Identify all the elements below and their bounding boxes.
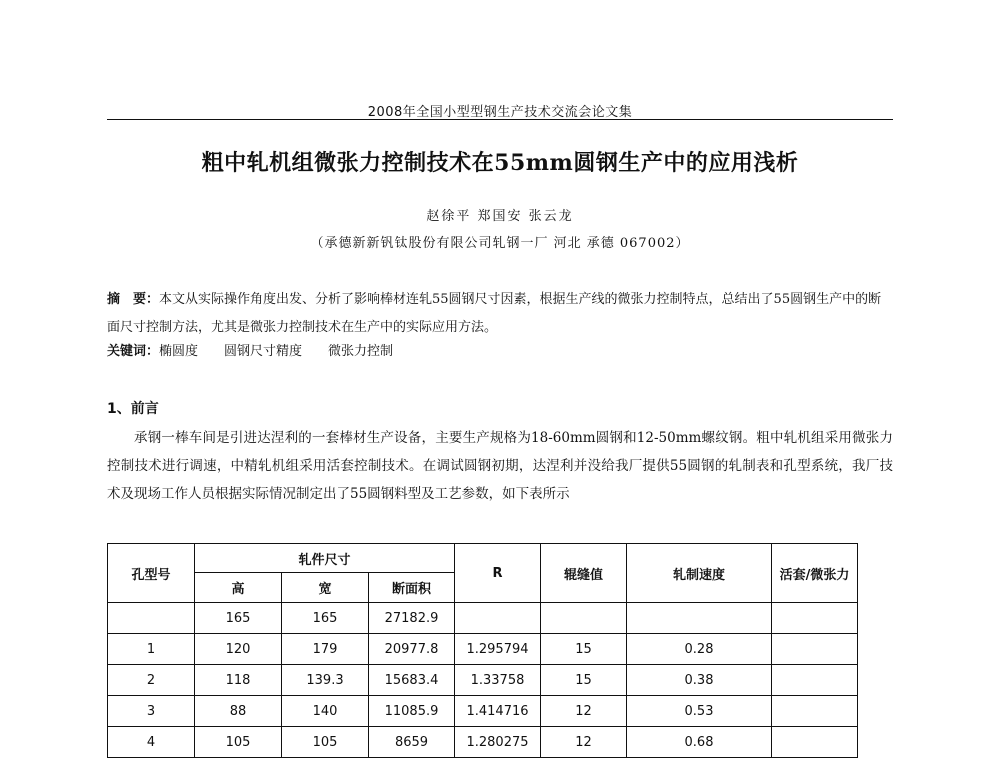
header-r: R (455, 544, 541, 603)
keyword-item: 圆钢尺寸精度 (224, 344, 303, 359)
paper-title: 粗中轧机组微张力控制技术在55mm圆钢生产中的应用浅析 (201, 150, 799, 176)
cell-looper (772, 727, 858, 758)
cell-gap: 12 (541, 727, 627, 758)
table-row (108, 634, 858, 665)
cell-looper (772, 603, 858, 634)
cell-area: 20977.8 (369, 634, 455, 665)
header-looper: 活套/微张力 (772, 544, 858, 603)
cell-speed (627, 603, 772, 634)
cell-height: 120 (195, 634, 282, 665)
cell-width: 105 (282, 727, 369, 758)
cell-height: 118 (195, 665, 282, 696)
table-row (108, 696, 858, 727)
cell-looper (772, 665, 858, 696)
cell-height: 88 (195, 696, 282, 727)
cell-width: 139.3 (282, 665, 369, 696)
cell-looper (772, 634, 858, 665)
running-header: 2008年全国小型型钢生产技术交流会论文集 (367, 105, 633, 120)
cell-pass: 2 (108, 665, 195, 696)
cell-pass: 4 (108, 727, 195, 758)
cell-pass: 3 (108, 696, 195, 727)
cell-gap: 15 (541, 665, 627, 696)
cell-height: 105 (195, 727, 282, 758)
cell-pass (108, 603, 195, 634)
cell-r: 1.295794 (455, 634, 541, 665)
body-paragraph: 承钢一棒车间是引进达涅利的一套棒材生产设备，主要生产规格为18-60mm圆钢和12-50mm螺纹钢。粗中轧机组采用微张力控制技术进行调速，中精轧机组采用活套控制技术。在调试圆钢初期，达涅利并没给我厂提供55圆钢的轧制表和孔型系统，我厂技术及现场工作人员根据实际情况制定出了55圆钢料型及工艺参数，如下表所示 (107, 430, 893, 502)
cell-area: 8659 (369, 727, 455, 758)
section-heading: 1、前言 (107, 401, 159, 417)
abstract-label: 摘 要： (107, 292, 160, 307)
cell-width: 165 (282, 603, 369, 634)
header-speed: 轧制速度 (627, 544, 772, 603)
cell-speed: 0.28 (627, 634, 772, 665)
pass-schedule-table (107, 543, 858, 758)
affiliation: （承德新新钒钛股份有限公司轧钢一厂 河北 承德 067002） (310, 236, 690, 251)
cell-r: 1.33758 (455, 665, 541, 696)
table-row (108, 665, 858, 696)
cell-area: 15683.4 (369, 665, 455, 696)
header-width: 宽 (282, 573, 369, 603)
cell-pass: 1 (108, 634, 195, 665)
keywords-label: 关键词： (107, 344, 160, 359)
cell-speed: 0.38 (627, 665, 772, 696)
header-area: 断面积 (369, 573, 455, 603)
authors: 赵徐平 郑国安 张云龙 (426, 209, 574, 224)
cell-looper (772, 696, 858, 727)
cell-gap: 15 (541, 634, 627, 665)
abstract-text: 本文从实际操作角度出发、分析了影响棒材连轧55圆钢尺寸因素，根据生产线的微张力控制特点，总结出了55圆钢生产中的断面尺寸控制方法，尤其是微张力控制技术在生产中的实际应用方法。 (107, 292, 882, 335)
cell-r: 1.414716 (455, 696, 541, 727)
keywords (107, 341, 893, 363)
header-pass-no: 孔型号 (108, 544, 195, 603)
abstract (107, 286, 893, 342)
header-height: 高 (195, 573, 282, 603)
cell-r: 1.280275 (455, 727, 541, 758)
cell-speed: 0.68 (627, 727, 772, 758)
cell-gap: 12 (541, 696, 627, 727)
header-roll-gap: 辊缝值 (541, 544, 627, 603)
keyword-item: 微张力控制 (328, 344, 394, 359)
cell-gap (541, 603, 627, 634)
cell-height: 165 (195, 603, 282, 634)
section-body (107, 424, 893, 508)
cell-area: 27182.9 (369, 603, 455, 634)
header-piece-size: 轧件尺寸 (195, 544, 455, 573)
table-row (108, 603, 858, 634)
keyword-item: 椭圆度 (159, 344, 199, 359)
cell-width: 140 (282, 696, 369, 727)
cell-r (455, 603, 541, 634)
cell-width: 179 (282, 634, 369, 665)
cell-speed: 0.53 (627, 696, 772, 727)
cell-area: 11085.9 (369, 696, 455, 727)
header-rule (107, 119, 893, 120)
table-row (108, 727, 858, 758)
